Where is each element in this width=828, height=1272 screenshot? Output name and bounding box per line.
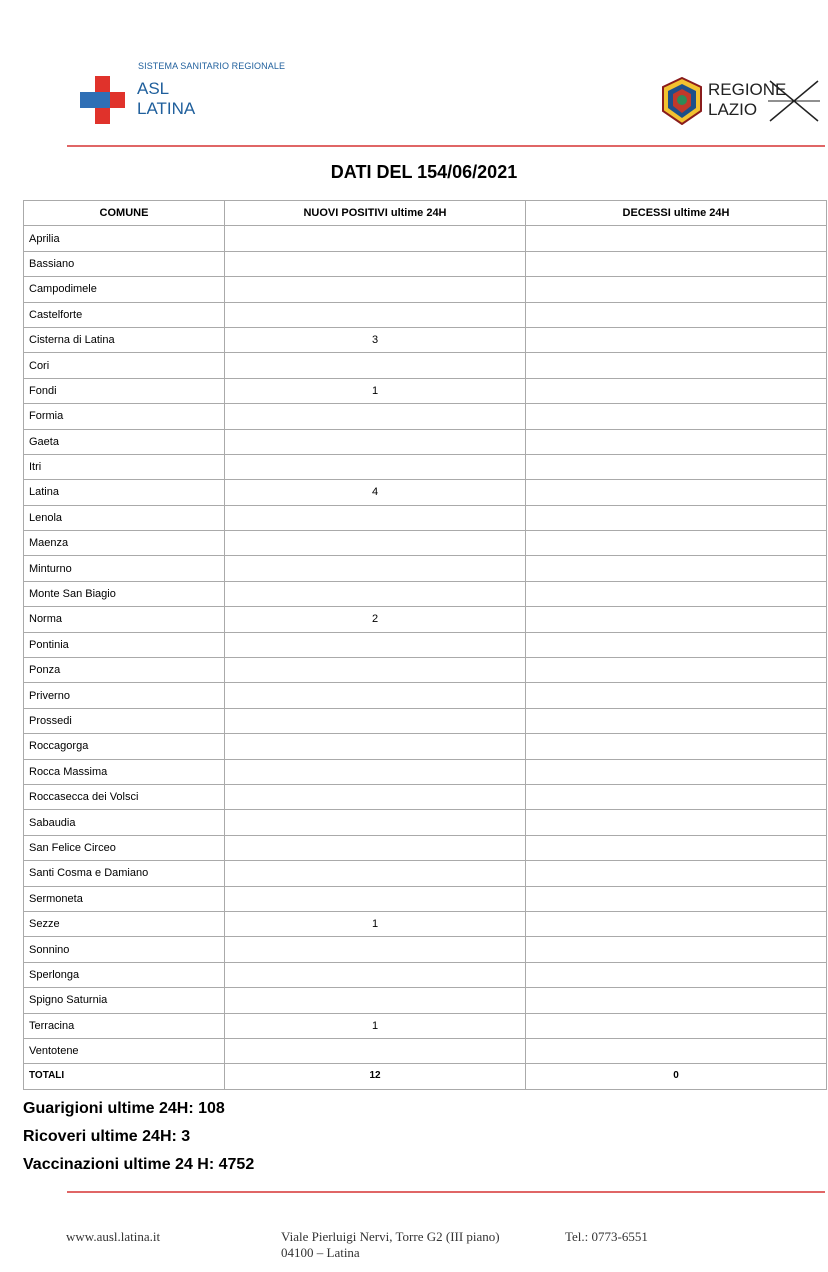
decessi-cell — [526, 683, 827, 708]
table-row — [24, 759, 827, 784]
decessi-cell — [526, 632, 827, 657]
nuovi-positivi-cell — [225, 683, 526, 708]
decessi-cell — [526, 734, 827, 759]
table-row — [24, 581, 827, 606]
nuovi-positivi-cell — [225, 251, 526, 276]
nuovi-positivi-cell — [225, 708, 526, 733]
table-body — [24, 226, 827, 1089]
table-row — [24, 607, 827, 632]
totals-decessi-cell: 0 — [526, 1064, 827, 1089]
comune-cell: Fondi — [24, 378, 225, 403]
lazio-chevron-icon — [768, 79, 820, 123]
table-row — [24, 251, 827, 276]
table-row — [24, 810, 827, 835]
table-row — [24, 226, 827, 251]
lazio-name-line2: LAZIO — [708, 100, 758, 119]
table-row — [24, 1038, 827, 1063]
table-row — [24, 505, 827, 530]
decessi-cell — [526, 327, 827, 352]
table-row — [24, 429, 827, 454]
comune-cell: Formia — [24, 404, 225, 429]
medical-cross-icon — [80, 76, 125, 124]
comune-cell: Terracina — [24, 1013, 225, 1038]
decessi-cell — [526, 607, 827, 632]
nuovi-positivi-cell: 1 — [225, 911, 526, 936]
table-row — [24, 378, 827, 403]
footer-divider — [67, 1191, 825, 1193]
comune-cell: Campodimele — [24, 277, 225, 302]
nuovi-positivi-cell — [225, 886, 526, 911]
decessi-cell — [526, 708, 827, 733]
comune-cell: Santi Cosma e Damiano — [24, 861, 225, 886]
table-row — [24, 327, 827, 352]
comune-cell: Sezze — [24, 911, 225, 936]
table-row — [24, 937, 827, 962]
table-row — [24, 911, 827, 936]
decessi-cell — [526, 784, 827, 809]
decessi-cell — [526, 861, 827, 886]
asl-name — [137, 79, 195, 119]
table-row — [24, 658, 827, 683]
table-row — [24, 784, 827, 809]
footer-address-line2: 04100 – Latina — [281, 1245, 360, 1260]
asl-tagline: SISTEMA SANITARIO REGIONALE — [138, 61, 286, 71]
column-header-decessi: DECESSI ultime 24H — [526, 201, 827, 226]
decessi-cell — [526, 911, 827, 936]
column-header-comune: COMUNE — [24, 201, 225, 226]
vaccinazioni-summary: Vaccinazioni ultime 24 H: 4752 — [23, 1156, 255, 1173]
table-row — [24, 480, 827, 505]
nuovi-positivi-cell: 2 — [225, 607, 526, 632]
table-row — [24, 531, 827, 556]
nuovi-positivi-cell — [225, 962, 526, 987]
nuovi-positivi-cell — [225, 937, 526, 962]
nuovi-positivi-cell — [225, 404, 526, 429]
lazio-name-line1: REGIONE — [708, 80, 787, 99]
footer-address — [281, 1229, 500, 1261]
table-row — [24, 632, 827, 657]
table-row — [24, 734, 827, 759]
decessi-cell — [526, 505, 827, 530]
comune-cell: Latina — [24, 480, 225, 505]
decessi-cell — [526, 531, 827, 556]
nuovi-positivi-cell — [225, 581, 526, 606]
nuovi-positivi-cell — [225, 1038, 526, 1063]
comune-cell: Monte San Biagio — [24, 581, 225, 606]
nuovi-positivi-cell — [225, 658, 526, 683]
nuovi-positivi-cell — [225, 835, 526, 860]
comune-cell: Rocca Massima — [24, 759, 225, 784]
comune-cell: Maenza — [24, 531, 225, 556]
table-row — [24, 835, 827, 860]
table-row — [24, 1013, 827, 1038]
regione-lazio-logo — [660, 77, 822, 127]
decessi-cell — [526, 353, 827, 378]
decessi-cell — [526, 454, 827, 479]
decessi-cell — [526, 962, 827, 987]
decessi-cell — [526, 835, 827, 860]
nuovi-positivi-cell — [225, 531, 526, 556]
regione-lazio-emblem-icon — [660, 77, 704, 125]
totals-positivi-cell: 12 — [225, 1064, 526, 1089]
comune-cell: Ponza — [24, 658, 225, 683]
header-divider — [67, 145, 825, 147]
decessi-cell — [526, 810, 827, 835]
footer-website: www.ausl.latina.it — [66, 1229, 161, 1244]
decessi-cell — [526, 937, 827, 962]
table-row — [24, 404, 827, 429]
decessi-cell — [526, 1013, 827, 1038]
nuovi-positivi-cell — [225, 861, 526, 886]
table-row — [24, 708, 827, 733]
comune-cell: Castelforte — [24, 302, 225, 327]
decessi-cell — [526, 429, 827, 454]
page-title: DATI DEL 154/06/2021 — [330, 162, 518, 182]
decessi-cell — [526, 251, 827, 276]
decessi-cell — [526, 556, 827, 581]
comune-cell: Sabaudia — [24, 810, 225, 835]
nuovi-positivi-cell — [225, 454, 526, 479]
comune-cell: Cisterna di Latina — [24, 327, 225, 352]
decessi-cell — [526, 581, 827, 606]
nuovi-positivi-cell: 1 — [225, 378, 526, 403]
footer-address-line1: Viale Pierluigi Nervi, Torre G2 (III piano) — [281, 1229, 500, 1244]
nuovi-positivi-cell: 4 — [225, 480, 526, 505]
comune-cell: Roccasecca dei Volsci — [24, 784, 225, 809]
nuovi-positivi-cell: 3 — [225, 327, 526, 352]
guarigioni-summary: Guarigioni ultime 24H: 108 — [23, 1100, 225, 1117]
decessi-cell — [526, 404, 827, 429]
asl-latina-logo — [80, 60, 340, 130]
totals-row — [24, 1064, 827, 1089]
nuovi-positivi-cell — [225, 505, 526, 530]
comune-cell: San Felice Circeo — [24, 835, 225, 860]
nuovi-positivi-cell — [225, 759, 526, 784]
comune-cell: Gaeta — [24, 429, 225, 454]
table-row — [24, 556, 827, 581]
nuovi-positivi-cell — [225, 556, 526, 581]
nuovi-positivi-cell — [225, 632, 526, 657]
nuovi-positivi-cell — [225, 302, 526, 327]
table-row — [24, 353, 827, 378]
decessi-cell — [526, 886, 827, 911]
comune-cell: Sermoneta — [24, 886, 225, 911]
column-header-nuovi-positivi: NUOVI POSITIVI ultime 24H — [225, 201, 526, 226]
table-row — [24, 683, 827, 708]
decessi-cell — [526, 302, 827, 327]
comuni-table — [23, 200, 827, 1090]
comune-cell: Lenola — [24, 505, 225, 530]
decessi-cell — [526, 988, 827, 1013]
asl-name-line1: ASL — [137, 79, 170, 98]
decessi-cell — [526, 759, 827, 784]
table-row — [24, 886, 827, 911]
nuovi-positivi-cell — [225, 734, 526, 759]
table-row — [24, 302, 827, 327]
footer-phone: Tel.: 0773-6551 — [565, 1229, 648, 1244]
table-header-row — [24, 201, 827, 226]
decessi-cell — [526, 658, 827, 683]
comune-cell: Spigno Saturnia — [24, 988, 225, 1013]
asl-name-line2: LATINA — [137, 99, 196, 118]
nuovi-positivi-cell: 1 — [225, 1013, 526, 1038]
comune-cell: Norma — [24, 607, 225, 632]
nuovi-positivi-cell — [225, 784, 526, 809]
table-row — [24, 962, 827, 987]
decessi-cell — [526, 226, 827, 251]
totals-label-cell: TOTALI — [24, 1064, 225, 1089]
comune-cell: Ventotene — [24, 1038, 225, 1063]
comune-cell: Minturno — [24, 556, 225, 581]
comune-cell: Priverno — [24, 683, 225, 708]
decessi-cell — [526, 480, 827, 505]
table-row — [24, 861, 827, 886]
nuovi-positivi-cell — [225, 810, 526, 835]
table-row — [24, 277, 827, 302]
table-row — [24, 454, 827, 479]
comune-cell: Prossedi — [24, 708, 225, 733]
comune-cell: Pontinia — [24, 632, 225, 657]
comune-cell: Bassiano — [24, 251, 225, 276]
comune-cell: Cori — [24, 353, 225, 378]
decessi-cell — [526, 277, 827, 302]
comune-cell: Roccagorga — [24, 734, 225, 759]
nuovi-positivi-cell — [225, 226, 526, 251]
comune-cell: Sperlonga — [24, 962, 225, 987]
nuovi-positivi-cell — [225, 277, 526, 302]
table-row — [24, 988, 827, 1013]
comune-cell: Sonnino — [24, 937, 225, 962]
ricoveri-summary: Ricoveri ultime 24H: 3 — [23, 1128, 191, 1145]
comune-cell: Aprilia — [24, 226, 225, 251]
decessi-cell — [526, 378, 827, 403]
decessi-cell — [526, 1038, 827, 1063]
nuovi-positivi-cell — [225, 353, 526, 378]
nuovi-positivi-cell — [225, 429, 526, 454]
comune-cell: Itri — [24, 454, 225, 479]
nuovi-positivi-cell — [225, 988, 526, 1013]
